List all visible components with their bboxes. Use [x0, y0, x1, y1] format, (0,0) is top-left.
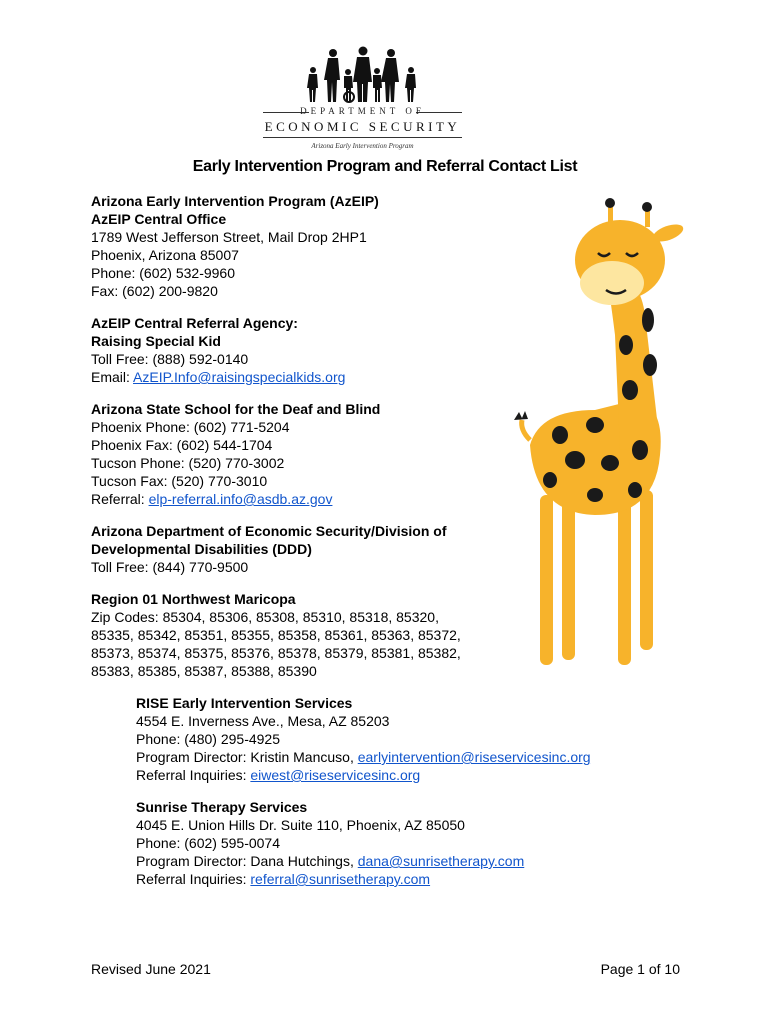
- referral-label: Referral:: [91, 491, 149, 507]
- referral-agency-tollfree: Toll Free: (888) 592-0140: [91, 351, 249, 367]
- ddd-heading-1: Arizona Department of Economic Security/Division of: [91, 523, 447, 539]
- azeip-fax: Fax: (602) 200-9820: [91, 283, 218, 299]
- azeip-heading: Arizona Early Intervention Program (AzEIP): [91, 193, 379, 209]
- referral-agency-subheading: Raising Special Kid: [91, 333, 221, 349]
- asdb-heading: Arizona State School for the Deaf and Blind: [91, 401, 381, 417]
- sunrise-director-email-link[interactable]: dana@sunrisetherapy.com: [357, 853, 525, 869]
- ddd-heading-2: Developmental Disabilities (DDD): [91, 541, 312, 557]
- region-zip-1: Zip Codes: 85304, 85306, 85308, 85310, 85318, 85320,: [91, 609, 439, 625]
- sunrise-referral-label: Referral Inquiries:: [136, 871, 251, 887]
- rise-phone: Phone: (480) 295-4925: [136, 731, 280, 747]
- asdb-tuc-phone: Tucson Phone: (520) 770-3002: [91, 455, 285, 471]
- azeip-subheading: AzEIP Central Office: [91, 211, 227, 227]
- region-zip-3: 85373, 85374, 85375, 85376, 85378, 85379, 85381, 85382,: [91, 645, 461, 661]
- sunrise-director-line: [136, 852, 651, 870]
- region-zip-4: 85383, 85385, 85387, 85388, 85390: [91, 663, 317, 679]
- sunrise-referral-line: [136, 870, 651, 888]
- region-zip-2: 85335, 85342, 85351, 85355, 85358, 85361, 85363, 85372,: [91, 627, 461, 643]
- sunrise-referral-email-link[interactable]: referral@sunrisetherapy.com: [250, 871, 431, 887]
- asdb-tuc-fax: Tucson Fax: (520) 770-3010: [91, 473, 268, 489]
- asdb-phx-phone: Phoenix Phone: (602) 771-5204: [91, 419, 290, 435]
- rise-referral-email-link[interactable]: eiwest@riseservicesinc.org: [250, 767, 421, 783]
- asdb-phx-fax: Phoenix Fax: (602) 544-1704: [91, 437, 273, 453]
- rise-address: 4554 E. Inverness Ave., Mesa, AZ 85203: [136, 713, 390, 729]
- page-number: Page 1 of 10: [600, 961, 680, 977]
- azeip-phone: Phone: (602) 532-9960: [91, 265, 235, 281]
- logo-dept-text: DEPARTMENT OF: [300, 106, 425, 116]
- azeip-address1: 1789 West Jefferson Street, Mail Drop 2HP1: [91, 229, 367, 245]
- logo-agency-text: ECONOMIC SECURITY: [264, 119, 461, 134]
- asdb-referral-link[interactable]: elp-referral.info@asdb.az.gov: [148, 491, 333, 507]
- rise-director-line: [136, 748, 651, 766]
- giraffe-illustration: [500, 195, 700, 675]
- sunrise-phone: Phone: (602) 595-0074: [136, 835, 280, 851]
- family-silhouette-icon: [293, 45, 433, 105]
- rise-director-email-link[interactable]: earlyintervention@riseservicesinc.org: [357, 749, 591, 765]
- rise-referral-label: Referral Inquiries:: [136, 767, 251, 783]
- azeip-address2: Phoenix, Arizona 85007: [91, 247, 239, 263]
- rise-referral-line: [136, 766, 651, 784]
- sunrise-address: 4045 E. Union Hills Dr. Suite 110, Phoenix, AZ 85050: [136, 817, 465, 833]
- logo-divider: [263, 137, 462, 138]
- logo-program-text: Arizona Early Intervention Program: [311, 142, 414, 150]
- email-label: Email:: [91, 369, 134, 385]
- azeip-email-link[interactable]: AzEIP.Info@raisingspecialkids.org: [133, 369, 346, 385]
- region-heading: Region 01 Northwest Maricopa: [91, 591, 296, 607]
- sunrise-heading: Sunrise Therapy Services: [136, 799, 308, 815]
- revision-date: Revised June 2021: [91, 961, 211, 977]
- sunrise-section: [136, 798, 651, 888]
- rise-section: [136, 694, 651, 784]
- rise-director-label: Program Director: Kristin Mancuso,: [136, 749, 358, 765]
- rise-heading: RISE Early Intervention Services: [136, 695, 353, 711]
- ddd-tollfree: Toll Free: (844) 770-9500: [91, 559, 249, 575]
- agency-logo: [255, 45, 470, 155]
- giraffe-icon: [514, 198, 685, 665]
- sunrise-director-label: Program Director: Dana Hutchings,: [136, 853, 358, 869]
- referral-agency-heading: AzEIP Central Referral Agency:: [91, 315, 298, 331]
- page-title: Early Intervention Program and Referral Contact List: [192, 158, 578, 175]
